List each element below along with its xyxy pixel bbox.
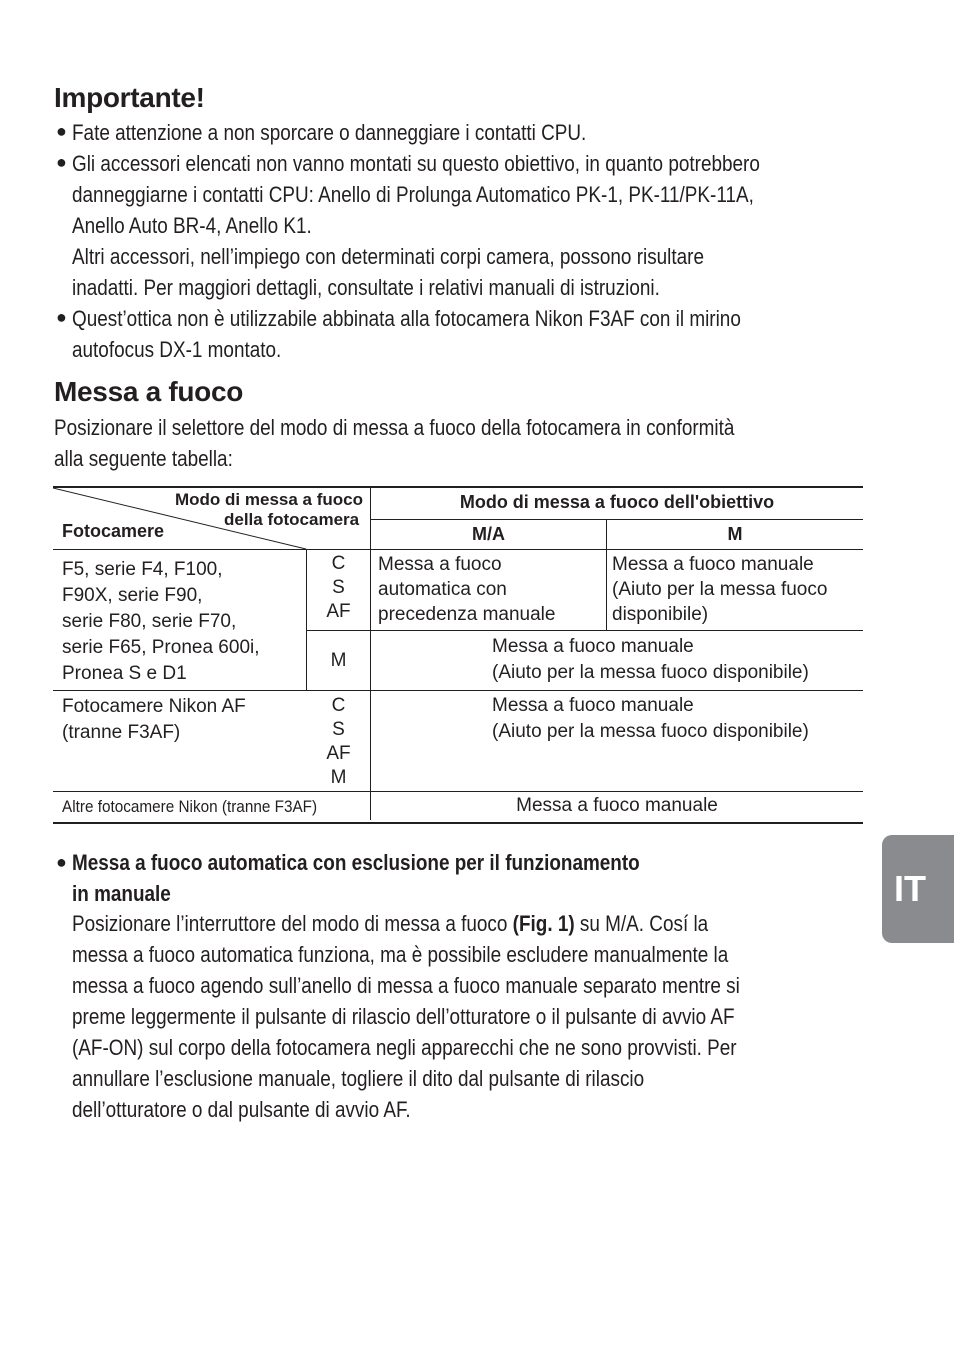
messa-heading: Messa a fuoco — [54, 376, 244, 407]
bullet-icon: ● — [56, 307, 67, 327]
merged-cell: Messa a fuoco manuale — [516, 795, 718, 816]
bullet-icon: ● — [56, 121, 67, 141]
camera-cell-line: serie F65, Pronea 600i, — [62, 637, 260, 658]
auto-paragraph-line: (AF-ON) sul corpo della fotocamera negli apparecchi che ne sono provvisti. Per — [72, 1035, 737, 1060]
column-ma-header: M/A — [472, 524, 505, 544]
auto-paragraph-line: preme leggermente il pulsante di rilascio dell’otturatore o il pulsante di avvio AF — [72, 1004, 735, 1029]
camera-mode: C — [331, 695, 346, 716]
auto-paragraph-line: annullare l’esclusione manuale, togliere il dito dal pulsante di rilascio — [72, 1066, 645, 1091]
camera-mode: M — [330, 767, 347, 788]
language-tab-it: IT — [882, 835, 954, 943]
ma-cell-line: precedenza manuale — [378, 604, 556, 625]
importante-bullet-1: Fate attenzione a non sporcare o danneggiare i contatti CPU. — [72, 120, 587, 145]
merged-cell-line: (Aiuto per la messa fuoco disponibile) — [492, 721, 809, 742]
camera-cell-line: Fotocamere Nikon AF — [62, 696, 246, 717]
focus-mode-table — [53, 486, 863, 824]
m-cell-line: Messa a fuoco manuale — [612, 554, 814, 575]
importante-bullet-2-line: danneggiarne i contatti CPU: Anello di Prolunga Automatico PK-1, PK-11/PK-11A, — [72, 182, 754, 207]
auto-paragraph-line: messa a fuoco automatica funziona, ma è possibile escludere manualmente la — [72, 942, 729, 967]
auto-heading-line-2: in manuale — [72, 881, 171, 906]
messa-intro-line: Posizionare il selettore del modo di messa a fuoco della fotocamera in conformità — [54, 415, 735, 440]
ma-cell-line: Messa a fuoco — [378, 554, 502, 575]
merged-cell-line: Messa a fuoco manuale — [492, 695, 694, 716]
merged-cell-line: Messa a fuoco manuale — [492, 636, 694, 657]
m-cell-line: disponibile) — [612, 604, 709, 625]
row-divider — [53, 690, 863, 691]
camera-cell-line: F90X, serie F90, — [62, 585, 203, 606]
auto-paragraph-line: messa a fuoco agendo sull’anello di messa a fuoco manuale separato mentre si — [72, 973, 740, 998]
fig-1-reference: (Fig. 1) — [512, 911, 575, 936]
camera-mode: C — [331, 553, 346, 574]
importante-bullet-2-line: Altri accessori, nell’impiego con determinati corpi camera, possono risultare — [72, 244, 704, 269]
messa-intro-line: alla seguente tabella: — [54, 446, 233, 471]
importante-bullet-3-line: Quest’ottica non è utilizzabile abbinata alla fotocamera Nikon F3AF con il mirino — [72, 306, 741, 331]
row-divider — [53, 791, 863, 792]
lens-mode-header: Modo di messa a fuoco dell'obiettivo — [459, 492, 775, 512]
header-divider — [370, 519, 863, 520]
camera-mode: S — [332, 719, 345, 740]
m-cell-line: (Aiuto per la messa fuoco — [612, 579, 828, 600]
bullet-icon: ● — [56, 852, 67, 872]
merged-cell-line: (Aiuto per la messa fuoco disponibile) — [492, 662, 809, 683]
auto-heading-line-1: Messa a fuoco automatica con esclusione per il funzionamento — [72, 850, 640, 875]
camera-cell: Altre fotocamere Nikon (tranne F3AF) — [62, 797, 318, 816]
camera-cell-line: Pronea S e D1 — [62, 663, 187, 684]
importante-bullet-2-line: Gli accessori elencati non vanno montati su questo obiettivo, in quanto potrebbero — [72, 151, 760, 176]
ma-cell-line: automatica con — [378, 579, 507, 600]
row-divider — [53, 549, 863, 550]
bullet-icon: ● — [56, 152, 67, 172]
column-m-header: M — [727, 524, 743, 544]
corner-label-top: Modo di messa a fuoco — [175, 490, 363, 509]
camera-mode: AF — [326, 743, 351, 764]
camera-mode: S — [332, 577, 345, 598]
importante-bullet-3-line: autofocus DX-1 montato. — [72, 337, 282, 362]
row-divider — [306, 630, 863, 631]
corner-label-mid: della fotocamera — [224, 510, 360, 529]
importante-bullet-2-line: inadatti. Per maggiori dettagli, consultate i relativi manuali di istruzioni. — [72, 275, 660, 300]
auto-paragraph-first-line: Posizionare l’interruttore del modo di messa a fuoco (Fig. 1) su M/A. Cosí la — [72, 911, 709, 936]
camera-mode: M — [330, 650, 347, 671]
camera-cell-line: (tranne F3AF) — [62, 722, 181, 743]
importante-bullet-2-line: Anello Auto BR-4, Anello K1. — [72, 213, 312, 238]
auto-paragraph-line: dell’otturatore o dal pulsante di avvio AF. — [72, 1097, 411, 1122]
camera-mode: AF — [326, 601, 351, 622]
camera-cell-line: serie F80, serie F70, — [62, 611, 237, 632]
corner-label-bottom: Fotocamere — [62, 521, 165, 541]
camera-cell-line: F5, serie F4, F100, — [62, 559, 223, 580]
importante-heading: Importante! — [54, 82, 205, 113]
